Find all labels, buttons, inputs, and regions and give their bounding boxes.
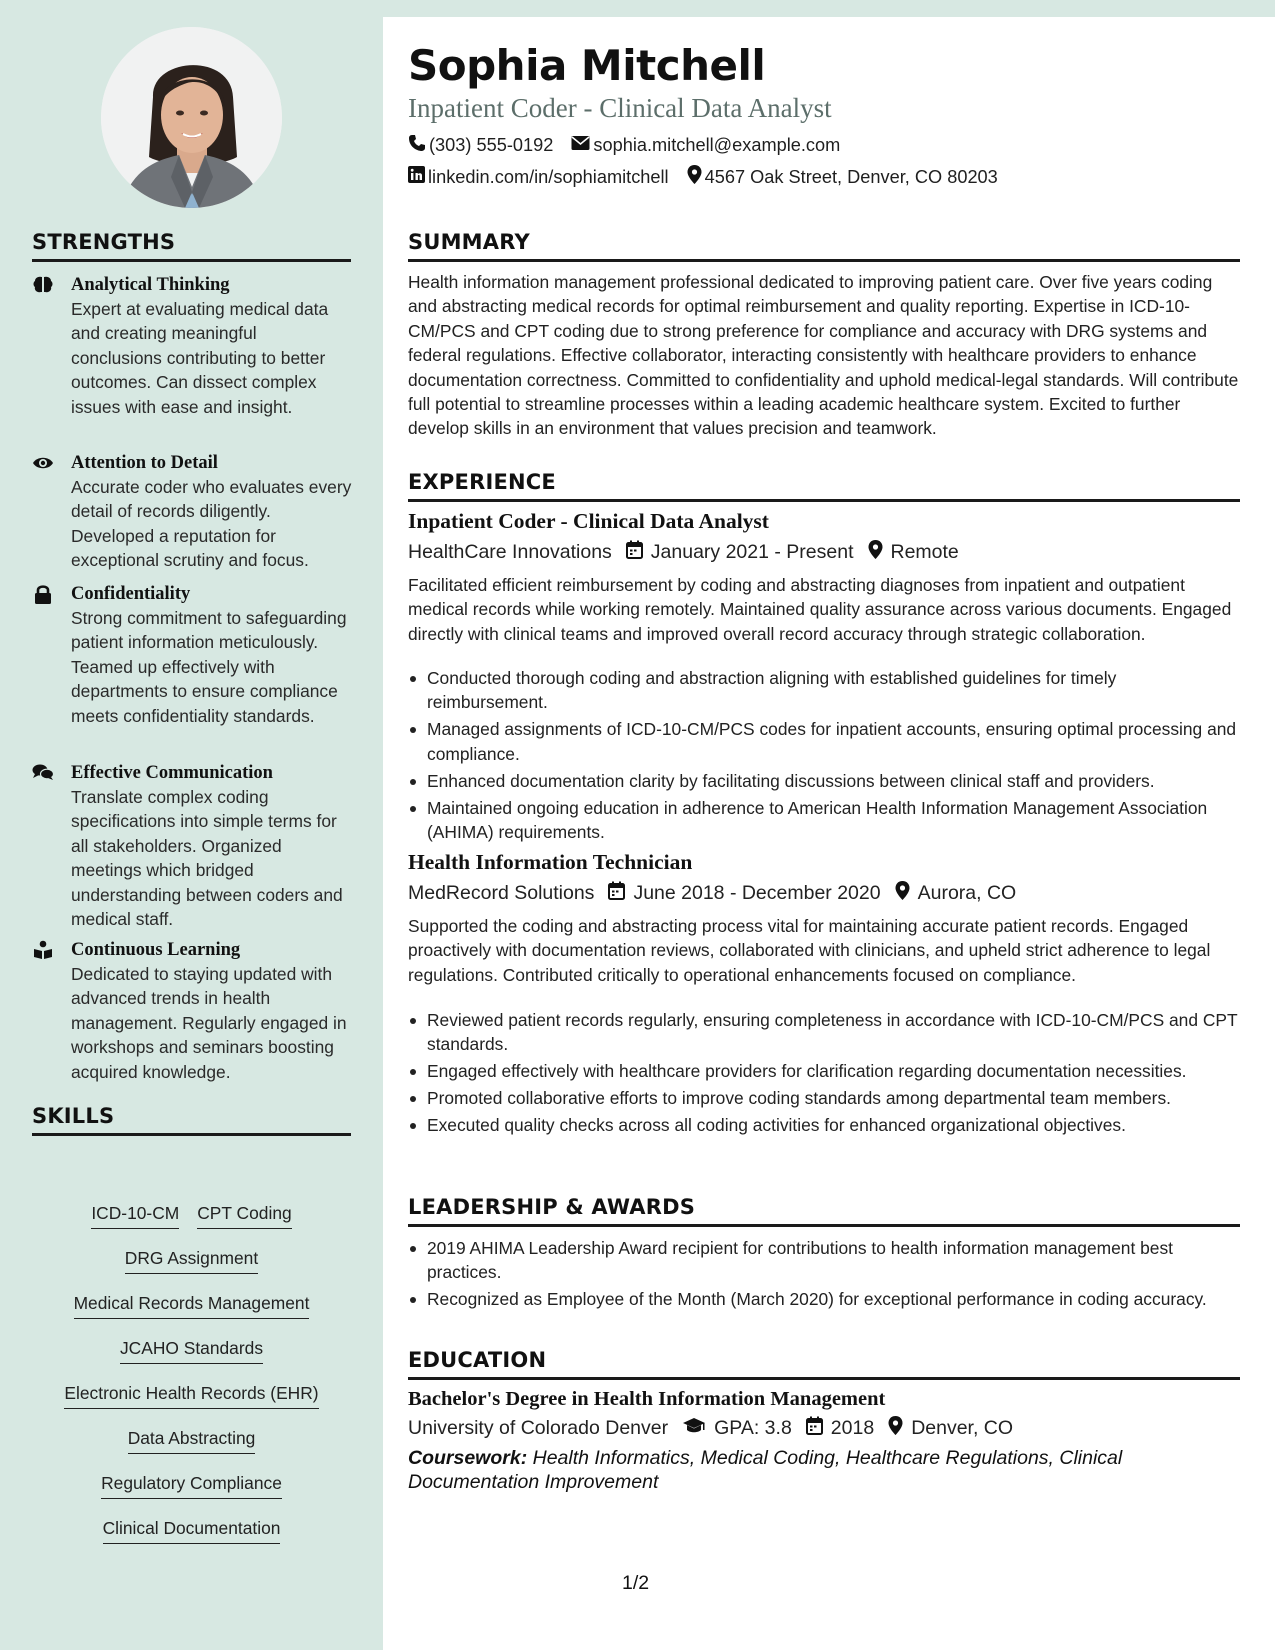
job-dates [626, 540, 854, 565]
awards-list [408, 1236, 1240, 1314]
location-text: Denver, CO [911, 1417, 1014, 1439]
job-description: Supported the coding and abstracting process vital for maintaining accurate patient records. Engaged proactively with documentation reviews, collaborated with clinicians, and upheld strict adherence to legal regulations. Contributed critically to operational enhancements focused on compliance. [408, 916, 1211, 985]
top-accent-strip [0, 0, 1275, 17]
skill-tag: CPT Coding [197, 1202, 291, 1229]
strength-description: Expert at evaluating medical data and creating meaningful conclusions contributing to better outcomes. Can dissect complex issues with ease and insight. [71, 299, 329, 417]
strength-item [32, 761, 352, 931]
strength-item [32, 451, 352, 573]
phone-icon [408, 134, 429, 157]
school-location [888, 1416, 1013, 1441]
company-name: MedRecord Solutions [408, 882, 595, 904]
map-pin-icon [895, 881, 918, 906]
strength-item [32, 273, 352, 419]
linkedin-icon [408, 166, 428, 188]
map-pin-icon [687, 165, 705, 189]
address-text: 4567 Oak Street, Denver, CO 80203 [704, 166, 998, 187]
strength-item [32, 582, 352, 728]
lock-icon [32, 584, 54, 604]
dates-text: June 2018 - December 2020 [633, 882, 881, 904]
profile-photo [101, 27, 282, 208]
phone-contact [408, 134, 553, 157]
contact-row [408, 165, 1016, 189]
phone-text: (303) 555-0192 [429, 135, 554, 155]
coursework-text: Health Informatics, Medical Coding, Healthcare Regulations, Clinical Documentation Improvement [408, 1447, 1123, 1494]
linkedin-link[interactable]: linkedin.com/in/sophiamitchell [428, 166, 669, 187]
bullet-item: Reviewed patient records regularly, ensuring completeness in accordance with ICD-10-CM/PCS and CPT standards. [408, 1008, 1240, 1057]
graduation-cap-icon [682, 1417, 714, 1440]
bullet-item: Conducted thorough coding and abstraction aligning with established guidelines for timely reimbursement. [408, 666, 1240, 715]
skills-heading: SKILLS [32, 1104, 351, 1136]
job-description: Facilitated efficient reimbursement by coding and abstracting diagnoses from inpatient and outpatient medical records while working remotely. Maintained quality assurance across various documents. Engaged directly with clinical teams and improved overall record accuracy through strategic collaboration. [408, 575, 1232, 644]
strength-title: Attention to Detail [71, 453, 218, 473]
coursework [408, 1446, 1208, 1495]
linkedin-contact[interactable] [408, 166, 669, 188]
page-number: 1/2 [622, 1572, 650, 1594]
bullet-item: Enhanced documentation clarity by facilitating discussions between clinical staff and providers. [408, 769, 1240, 793]
graduation-year [806, 1416, 874, 1441]
strength-title: Continuous Learning [71, 940, 241, 960]
award-item: Recognized as Employee of the Month (March 2020) for exceptional performance in coding accuracy. [408, 1287, 1240, 1311]
summary-heading: SUMMARY [408, 230, 1240, 262]
job-location [895, 881, 1017, 906]
map-pin-icon [888, 1416, 911, 1441]
skill-tag: Regulatory Compliance [101, 1472, 282, 1499]
strength-title: Analytical Thinking [71, 275, 230, 295]
job-bullets [408, 1008, 1240, 1140]
strength-description: Dedicated to staying updated with advanced trends in health management. Regularly engaged in workshops and seminars boosting acquired knowledge. [71, 964, 347, 1082]
contact-row [408, 134, 858, 157]
strengths-heading: STRENGTHS [32, 230, 351, 262]
education-heading: EDUCATION [408, 1348, 1240, 1380]
skill-tag: Clinical Documentation [103, 1517, 281, 1544]
job-meta [408, 881, 1030, 906]
candidate-headline: Inpatient Coder - Clinical Data Analyst [408, 93, 832, 123]
award-item: 2019 AHIMA Leadership Award recipient for contributions to health information management best practices. [408, 1236, 1240, 1285]
skill-tag: Medical Records Management [74, 1292, 310, 1319]
job-dates [608, 881, 880, 906]
email-contact[interactable] [571, 135, 840, 156]
calendar-icon [626, 540, 651, 565]
bullet-item: Managed assignments of ICD-10-CM/PCS codes for inpatient accounts, ensuring optimal processing and compliance. [408, 717, 1240, 766]
candidate-name: Sophia Mitchell [408, 41, 766, 90]
calendar-icon [608, 881, 633, 906]
location-text: Aurora, CO [917, 882, 1017, 904]
bullet-item: Engaged effectively with healthcare providers for clarification regarding documentation necessities. [408, 1059, 1240, 1083]
brain-icon [32, 275, 54, 295]
strength-description: Accurate coder who evaluates every detail of records diligently. Developed a reputation for exceptional scrutiny and focus. [71, 477, 352, 571]
strength-title: Confidentiality [71, 584, 191, 604]
degree-title: Bachelor's Degree in Health Information Management [408, 1388, 886, 1410]
experience-heading: EXPERIENCE [408, 470, 1240, 502]
strength-item [32, 938, 352, 1084]
skill-tag: ICD-10-CM [91, 1202, 179, 1229]
strength-description: Translate complex coding specifications into simple terms for all stakeholders. Organized meetings which bridged understanding between coders and medical staff. [71, 787, 343, 930]
bullet-item: Promoted collaborative efforts to improve coding standards among departmental team members. [408, 1086, 1240, 1110]
calendar-icon [806, 1416, 831, 1441]
awards-heading: LEADERSHIP & AWARDS [408, 1195, 1240, 1227]
job-title: Health Information Technician [408, 850, 693, 874]
address-contact [687, 165, 998, 189]
email-link[interactable]: sophia.mitchell@example.com [593, 135, 841, 155]
summary-text: Health information management professional dedicated to improving patient care. Over five years coding and abstracting medical records for optimal reimbursement and quality reporting. Expertise in ICD-10-CM/PCS and CPT coding due to strong preference for compliance and accuracy with DRG systems and federal regulations. Effective collaborator, interacting consistently with healthcare providers to enhance documentation correctness. Committed to confidentiality and uphold medical-legal standards. Will contribute full potential to streamline processes within a leading academic healthcare system. Excited to further develop skills in an environment that values precision and teamwork. [408, 272, 1239, 439]
skill-tag: Electronic Health Records (EHR) [64, 1382, 318, 1409]
book-reader-icon [32, 940, 54, 960]
bullet-item: Executed quality checks across all coding activities for enhanced organizational objectives. [408, 1113, 1240, 1137]
eye-icon [32, 453, 54, 473]
comments-icon [32, 763, 54, 783]
company-name: HealthCare Innovations [408, 541, 612, 563]
coursework-label: Coursework: [408, 1447, 528, 1469]
job-bullets [408, 666, 1240, 847]
location-text: Remote [890, 541, 959, 563]
skill-tag: Data Abstracting [128, 1427, 256, 1454]
strength-description: Strong commitment to safeguarding patient information meticulously. Teamed up effectively with departments to ensure compliance meets confidentiality standards. [71, 608, 347, 726]
job-title: Inpatient Coder - Clinical Data Analyst [408, 509, 769, 533]
job-location [868, 540, 959, 565]
skill-tag: JCAHO Standards [120, 1337, 263, 1364]
map-pin-icon [868, 540, 891, 565]
gpa-text: GPA: 3.8 [714, 1417, 792, 1439]
strength-title: Effective Communication [71, 763, 273, 783]
job-meta [408, 540, 973, 565]
envelope-icon [571, 135, 593, 156]
education-meta [408, 1416, 1027, 1441]
bullet-item: Maintained ongoing education in adherence to American Health Information Management Association (AHIMA) requirements. [408, 796, 1240, 845]
dates-text: January 2021 - Present [650, 541, 854, 563]
skills-list [32, 1202, 351, 1562]
school-name: University of Colorado Denver [408, 1417, 669, 1439]
year-text: 2018 [830, 1417, 875, 1439]
gpa [682, 1417, 792, 1440]
skill-tag: DRG Assignment [125, 1247, 258, 1274]
